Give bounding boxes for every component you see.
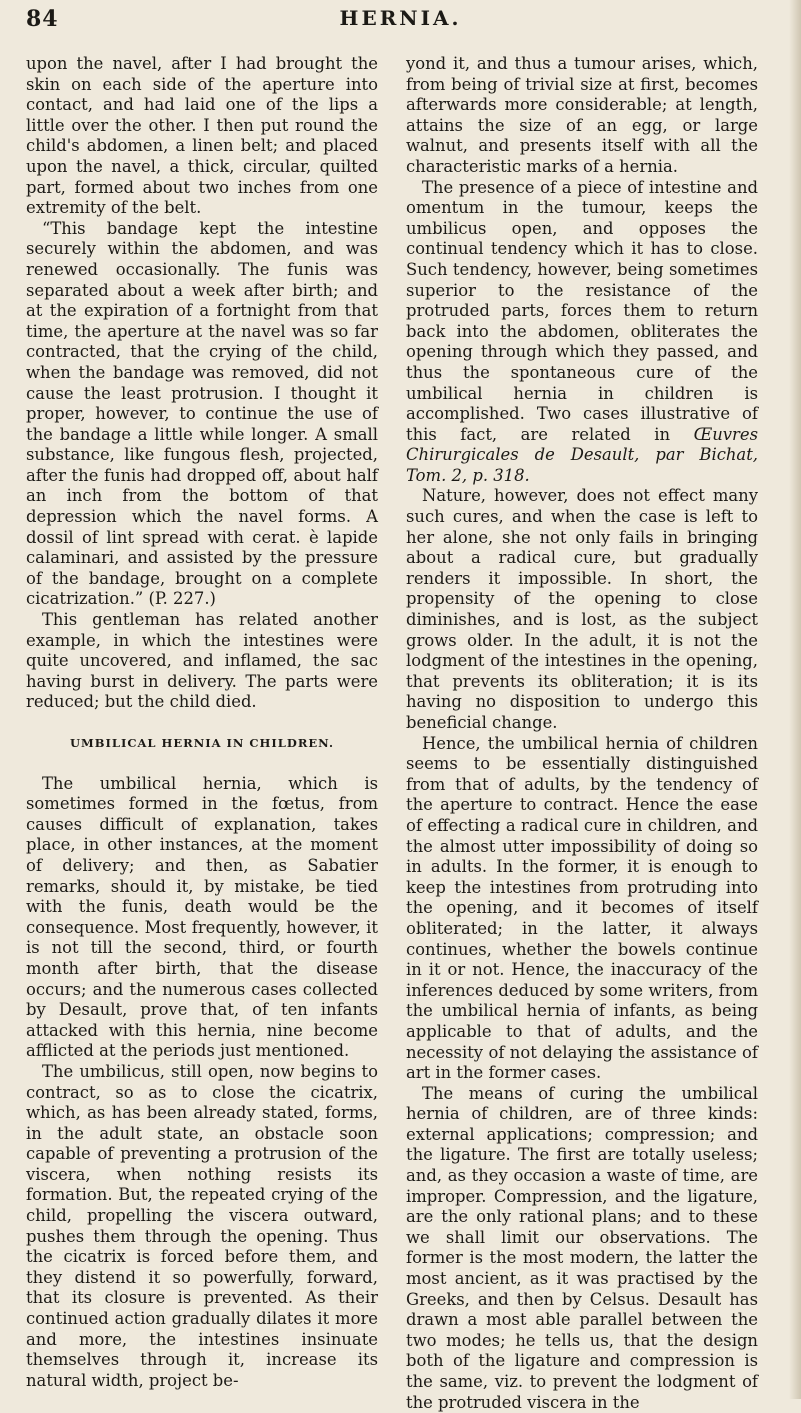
- page-edge: [789, 0, 801, 1399]
- paragraph: [26, 219, 378, 610]
- quoted-text: “This bandage kept the intestine securely within the abdomen, and was renewed occasionally. The funis was separated about a week after birth; and at the expiration of a fortnight from that time, the aperture at the navel was so far contracted, that the crying of the child, when the bandage was removed, did not cause the least protrusion. I thought it proper, however, to continue the use of the bandage a little while longer. A small substance, like fungous flesh, projected, after the funis had dropped off, about half an inch from the bottom of that depression which the navel forms. A dossil of lint spread with cerat. è lapide calaminari, and assisted by the pressure of the bandage, brought on a complete cicatrization.”: [26, 218, 378, 609]
- paragraph: Nature, however, does not effect many such cures, and when the case is left to her alone, she not only fails in bringing about a radical cure, but gradually renders it impossible. In short, the propensity of the opening to close diminishes, and is lost, as the subject grows older. In the adult, it is not the lodgment of the intestines in the opening, that prevents its obliteration; it is its having no disposition to undergo this beneficial change.: [406, 486, 758, 732]
- page-header: [26, 6, 775, 36]
- section-heading: UMBILICAL HERNIA IN CHILDREN.: [70, 736, 334, 750]
- paragraph-text: The presence of a piece of intestine and omentum in the tumour, keeps the umbilicus open, and opposes the continual tendency which it has to close. Such tendency, however, being sometimes superior to the resistance of the protruded parts, forces them to return back into the abdomen, obliterates the opening through which they passed, and thus the spontaneous cure of the umbilical hernia in children is accomplished. Two cases illustrative of this fact, are related in: [406, 177, 758, 444]
- paragraph: The means of curing the umbilical hernia of children, are of three kinds: external applications; compression; and the ligature. The first are totally useless; and, as they occasion a waste of time, are improper. Compression, and the ligature, are the only rational plans; and to these we shall limit our observations. The former is the most modern, the latter the most ancient, as it was practised by the Greeks, and then by Celsus. Desault has drawn a most able parallel between the two modes; he tells us, that the design both of the ligature and compression is the same, viz. to prevent the lodgment of the protruded viscera in the: [406, 1083, 758, 1412]
- page-number: 84: [26, 6, 59, 32]
- page-reference: (P. 227.): [148, 589, 216, 609]
- paragraph: The umbilicus, still open, now begins to contract, so as to close the cicatrix, which, as has been already stated, forms, in the adult state, an obstacle soon capable of preventing a protrusion of the viscera, when nothing resists its formation. But, the repeated crying of the child, propelling the viscera outward, pushes them through the opening. Thus the cicatrix is forced before them, and they distend it so powerfully, forward, that its closure is prevented. As their continued action gradually dilates it more and more, the intestines insinuate themselves through it, increase its natural width, project be-: [26, 1061, 378, 1390]
- paragraph: The umbilical hernia, which is sometimes formed in the fœtus, from causes difficult of explanation, takes place, in other instances, at the moment of delivery; and then, as Sabatier remarks, should it, by mistake, be tied with the funis, death would be the consequence. Most frequently, however, it is not till the second, third, or fourth month after birth, that the disease occurs; and the numerous cases collected by Desault, prove that, of ten infants attacked with this hernia, nine become afflicted at the periods just mentioned.: [26, 773, 378, 1061]
- paragraph: Hence, the umbilical hernia of children seems to be essentially distinguished from that of adults, by the tendency of the aperture to contract. Hence the ease of effecting a radical cure in children, and the almost utter impossibility of doing so in adults. In the former, it is enough to keep the intestines from protruding into the opening, and it becomes of itself obliterated; in the latter, it always continues, whether the bowels continue in it or not. Hence, the inaccuracy of the inferences deduced by some writers, from the umbilical hernia of infants, as being applicable to that of adults, and the necessity of not delaying the assistance of art in the former cases.: [406, 733, 758, 1083]
- left-column: [26, 54, 378, 1391]
- running-title: HERNIA.: [339, 6, 462, 30]
- citation: Œuvres Chirurgicales de Desault, par Bichat, Tom. 2, p. 318.: [406, 424, 758, 485]
- paragraph: upon the navel, after I had brought the skin on each side of the aperture into contact, and had laid one of the lips a little over the other. I then put round the child's abdomen, a linen belt; and placed upon the navel, a thick, circular, quilted part, formed about two inches from one extremity of the belt.: [26, 54, 378, 218]
- paragraph: [406, 178, 758, 487]
- paragraph: yond it, and thus a tumour arises, which, from being of trivial size at first, becomes afterwards more considerable; at length, attains the size of an egg, or large walnut, and presents itself with all the characteristic marks of a hernia.: [406, 54, 758, 176]
- paragraph: This gentleman has related another example, in which the intestines were quite uncovered, and inflamed, the sac having burst in delivery. The parts were reduced; but the child died.: [26, 610, 378, 712]
- right-column: [406, 54, 758, 1413]
